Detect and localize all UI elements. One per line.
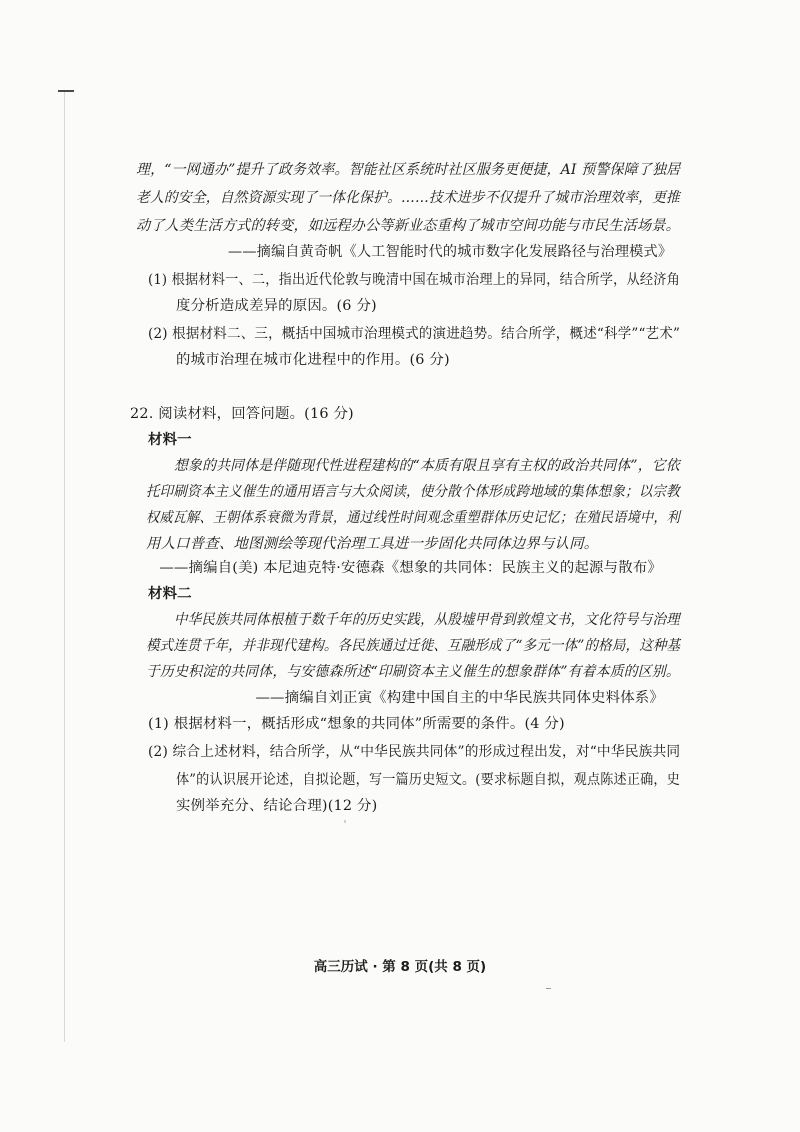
q21-sub2-line-2: 的城市治理在城市化进程中的作用。(6 分) xyxy=(176,352,450,368)
material3-line-2: 老人的安全，自然资源实现了一体化保护。……技术进步不仅提升了城市治理效率，更推 xyxy=(136,190,681,206)
q22-sub2-line-1: (2) 综合上述材料，结合所学，从“中华民族共同体”的形成过程出发，对“中华民族共同 xyxy=(148,744,681,760)
q22-material1-line-2: 托印刷资本主义催生的通用语言与大众阅读，使分散个体形成跨地域的集体想象；以宗教 xyxy=(146,484,680,500)
q22-material1-line-1: 想象的共同体是伴随现代性进程建构的“本质有限且享有主权的政治共同体”，它依 xyxy=(174,458,680,474)
q22-material2-line-3: 于历史积淀的共同体，与安德森所述“印刷资本主义催生的想象群体”有着本质的区别。 xyxy=(146,664,680,680)
material3-line-1: 理，“一网通办”提升了政务效率。智能社区系统时社区服务更便捷，AI 预警保障了独居 xyxy=(136,162,681,178)
q22-sub1: (1) 根据材料一，概括形成“想象的共同体”所需要的条件。(4 分) xyxy=(148,716,565,732)
scan-edge-mark xyxy=(58,90,74,92)
q22-sub2-line-2: 体”的认识展开论述，自拟论题，写一篇历史短文。(要求标题自拟，观点陈述正确，史 xyxy=(176,772,680,788)
scan-speck xyxy=(546,988,551,989)
q22-material1-source: ——摘编自(美) 本尼迪克特·安德森《想象的共同体：民族主义的起源与散布》 xyxy=(159,560,662,576)
material3-source: ——摘编自黄奇帆《人工智能时代的城市数字化发展路径与治理模式》 xyxy=(227,244,673,260)
q22-material1-title: 材料一 xyxy=(148,432,192,448)
q22-material2-title: 材料二 xyxy=(148,586,192,602)
q21-sub1-line-1: (1) 根据材料一、二，指出近代伦敦与晚清中国在城市治理上的异同，结合所学，从经济角 xyxy=(148,272,681,288)
q22-sub2-line-3: 实例举充分、结论合理)(12 分) xyxy=(176,798,378,814)
q22-material1-line-4: 用人口普查、地图测绘等现代治理工具进一步固化共同体边界与认同。 xyxy=(146,536,599,552)
q22-material2-line-1: 中华民族共同体根植于数千年的历史实践，从殷墟甲骨到敦煌文书，文化符号与治理 xyxy=(174,612,680,628)
q22-material1-line-3: 权威瓦解、王朝体系衰微为背景，通过线性时间观念重塑群体历史记忆；在殖民语境中，利 xyxy=(146,510,681,526)
page-footer: 高三历试 · 第 8 页(共 8 页) xyxy=(313,959,487,975)
scan-speck xyxy=(344,820,346,823)
material3-line-3: 动了人类生活方式的转变，如远程办公等新业态重构了城市空间功能与市民生活场景。 xyxy=(136,218,680,234)
q21-sub1-line-2: 度分析造成差异的原因。(6 分) xyxy=(176,298,377,314)
q22-material2-source: ——摘编自刘正寅《构建中国自主的中华民族共同体史料体系》 xyxy=(255,690,664,706)
scan-edge-line xyxy=(64,92,65,1042)
q21-sub2-line-1: (2) 根据材料二、三，概括中国城市治理模式的演进趋势。结合所学，概述“科学”“艺术” xyxy=(148,326,681,342)
q22-stem: 22. 阅读材料，回答问题。(16 分) xyxy=(130,406,354,422)
q22-material2-line-2: 模式连贯千年，并非现代建构。各民族通过迁徙、互融形成了“多元一体”的格局，这种基 xyxy=(146,638,681,654)
